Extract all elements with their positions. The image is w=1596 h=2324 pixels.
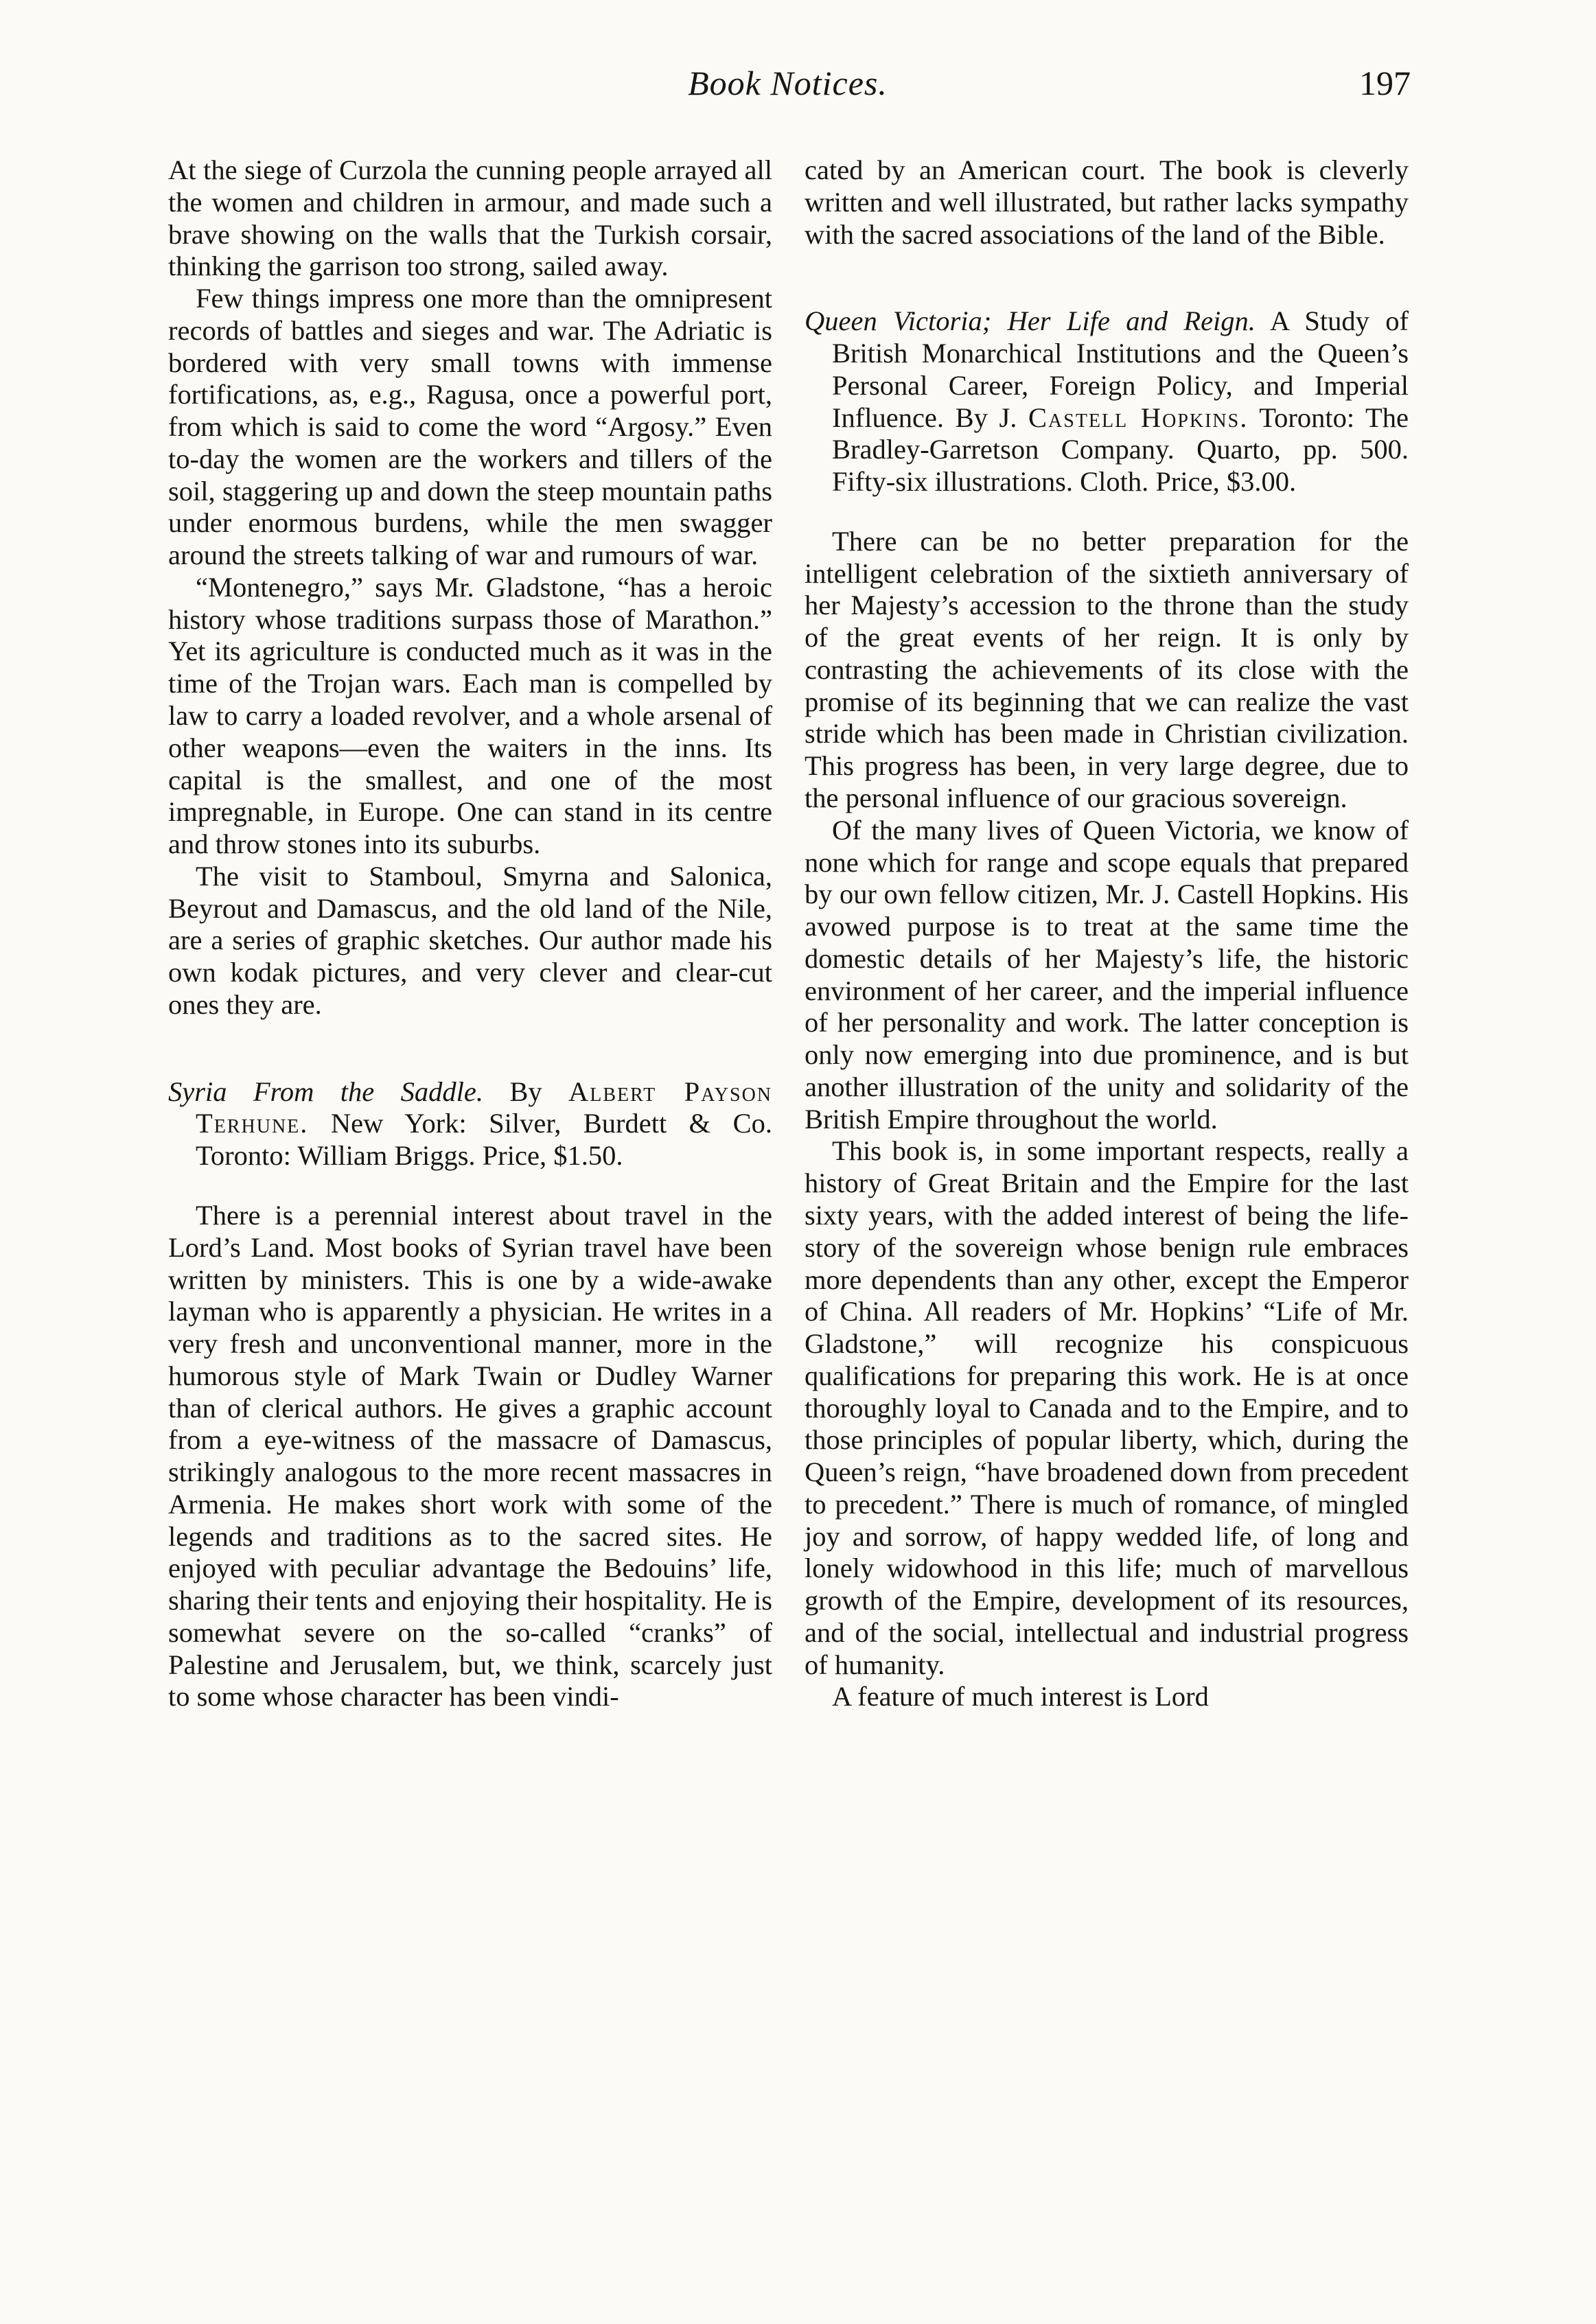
paragraph-curzola: At the siege of Curzola the cunning people arrayed all the women and children in armour, and made such a brave showing on the walls that the Turkish corsair, thinking the garrison too strong, sailed away.: [168, 154, 772, 282]
paragraph-many-lives: Of the many lives of Queen Victoria, we know of none which for range and scope equals that prepared by our own fellow citizen, Mr. J. Castell Hopkins. His avowed purpose is to treat at the same time the domestic details of her Majesty’s life, the historic environment of her career, and the imperial influence of her personality and work. The latter conception is only now emerging into due prominence, and is but another illustration of the unity and solidarity of the British Empire throughout the world.: [805, 814, 1409, 1135]
page-header: [165, 63, 1411, 118]
paragraph-syria-continued: cated by an American court. The book is cleverly written and well illustrated, but rather lacks sympathy with the sacred associations of the land of the Bible.: [805, 154, 1409, 250]
paragraph-history: This book is, in some important respects, really a history of Great Britain and the Empire for the last sixty years, with the added interest of being the life-story of the sovereign whose benign rule embraces more dependents than any other, except the Emperor of China. All readers of Mr. Hopkins’ “Life of Mr. Gladstone,” will recognize his conspicuous qualifications for preparing this work. He is at once thoroughly loyal to Canada and to the Empire, and to those principles of popular liberty, which, during the Queen’s reign, “have broadened down from precedent to precedent.” There is much of romance, of mingled joy and sorrow, of happy wedded life, of long and lonely widowhood in this life; much of marvellous growth of the Empire, development of its resources, and of the social, intellectual and industrial progress of humanity.: [805, 1135, 1409, 1680]
paragraph-lord: A feature of much interest is Lord: [832, 1681, 1209, 1712]
book-title: Syria From the Saddle.: [168, 1076, 483, 1107]
book-details: New York: Silver, Burdett & Co. Toronto: William Briggs. Price, $1.50.: [196, 1108, 772, 1172]
paragraph-syria-review: There is a perennial interest about travel in the Lord’s Land. Most books of Syrian travel have been written by ministers. This is one by a wide-awake layman who is apparently a physician. He writes in a very fresh and unconventional manner, more in the humorous style of Mark Twain or Dudley Warner than of clerical authors. He gives a graphic account from a eye-witness of the massacre of Damascus, strikingly analogous to the more recent massacres in Armenia. He makes short work with some of the legends and traditions as to the sacred sites. He enjoyed with peculiar advantage the Bedouins’ life, sharing their tents and enjoying their hospitality. He is somewhat severe on the so-called “cranks” of Palestine and Jerusalem, but, we think, scarcely just to some whose character has been vindi-: [168, 1199, 772, 1712]
book-author: Albert Payson Terhune.: [196, 1076, 773, 1139]
review-heading-syria: [168, 1076, 772, 1172]
book-author: Castell Hopkins.: [1028, 402, 1249, 433]
by-label: By: [509, 1076, 542, 1107]
running-title: Book Notices.: [688, 64, 888, 102]
book-title: Queen Victoria; Her Life and Reign.: [805, 305, 1256, 337]
right-column: [805, 154, 1409, 1713]
book-details: A Study of British Monarchical Institutions and the Queen’s Personal Career, Foreign Policy, and Imperial Influence. By J.: [832, 305, 1409, 433]
book-publisher: Toronto: The Bradley-Garretson Company. Quarto, pp. 500. Fifty-six illustrations. Cloth. Price, $3.00.: [832, 402, 1409, 498]
paragraph-adriatic: Few things impress one more than the omnipresent records of battles and sieges and war. The Adriatic is bordered with very small towns with immense fortifications, as, e.g., Ragusa, once a powerful port, from which is said to come the word “Argosy.” Even to-day the women are the workers and tillers of the soil, staggering up and down the steep mountain paths under enormous burdens, while the men swagger around the streets talking of war and rumours of war.: [168, 283, 772, 571]
paragraph-preparation: There can be no better preparation for the intelligent celebration of the sixtieth anniversary of her Majesty’s accession to the throne than the study of the great events of her reign. It is only by contrasting the achievements of its close with the promise of its beginning that we can realize the vast stride which has been made in Christian civilization. This progress has been, in very large degree, due to the personal influence of our gracious sovereign.: [805, 525, 1409, 814]
page-number: 197: [1359, 64, 1411, 102]
review-heading-queen-victoria: [805, 305, 1409, 498]
left-column: [168, 154, 772, 1713]
paragraph-montenegro: “Montenegro,” says Mr. Gladstone, “has a heroic history whose traditions surpass those of Marathon.” Yet its agriculture is conducted much as it was in the time of the Trojan wars. Each man is compelled by law to carry a loaded revolver, and a whole arsenal of other weapons—even the waiters in the inns. Its capital is the smallest, and one of the most impregnable, in Europe. One can stand in its centre and throw stones into its suburbs.: [168, 571, 772, 860]
paragraph-stamboul: The visit to Stamboul, Smyrna and Salonica, Beyrout and Damascus, and the old land of the Nile, are a series of graphic sketches. Our author made his own kodak pictures, and very clever and clear-cut ones they are.: [168, 860, 772, 1020]
